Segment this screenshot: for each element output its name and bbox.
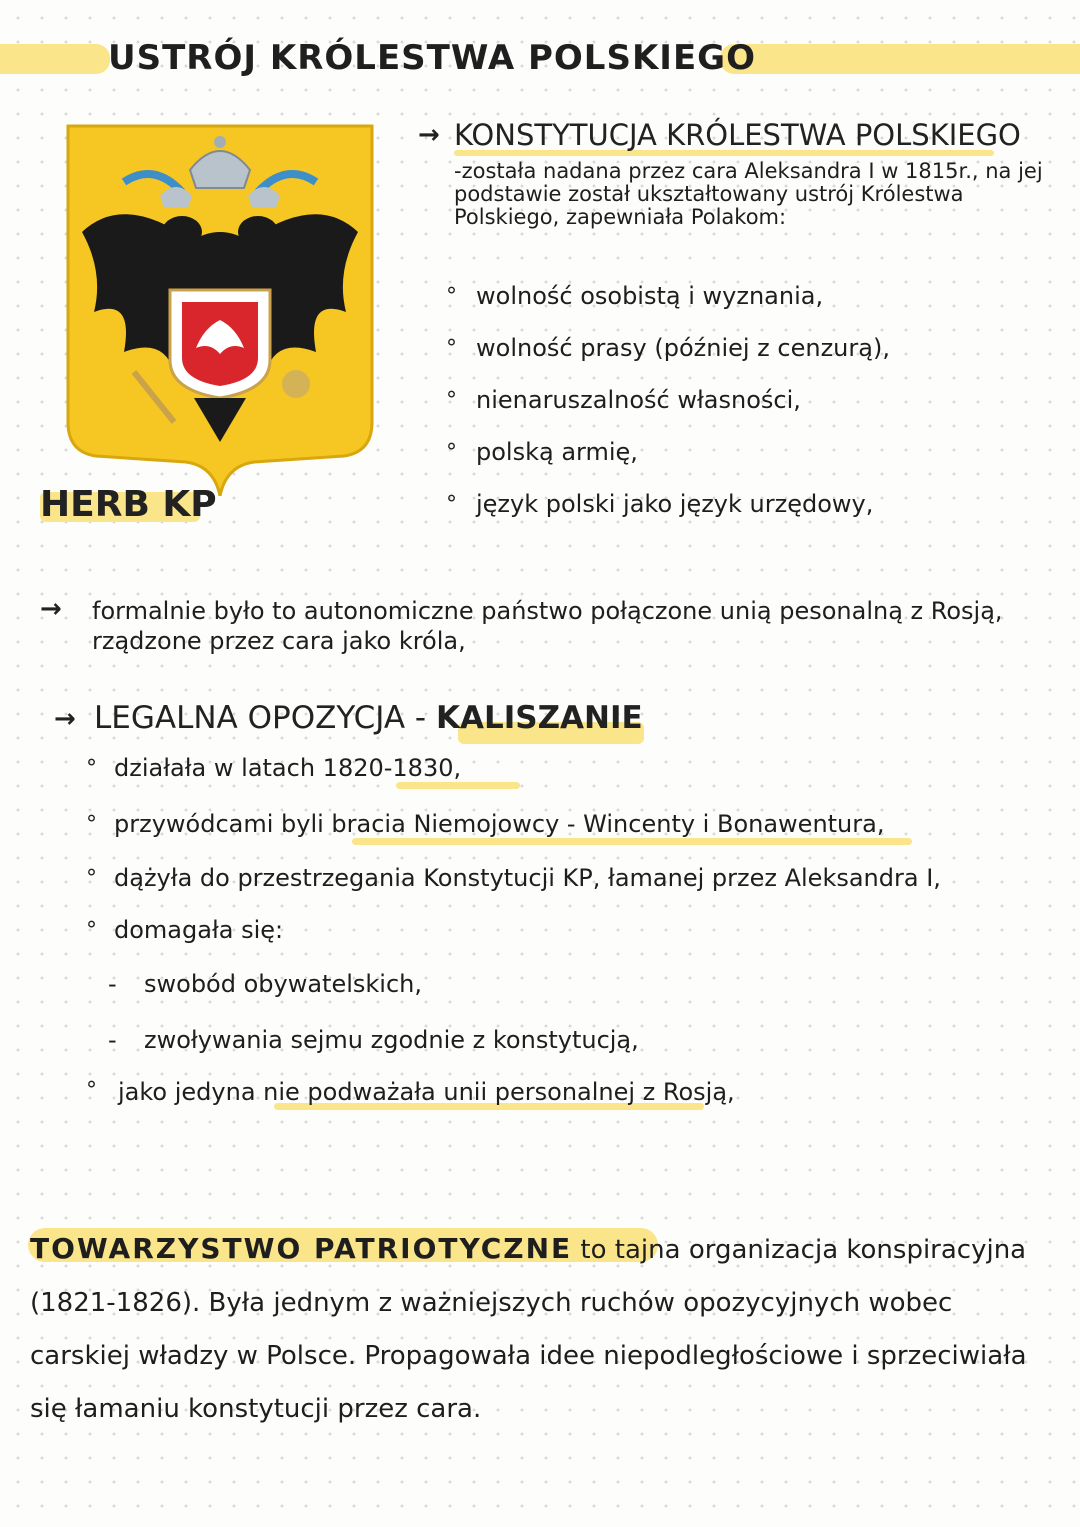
underline-highlight [352,838,912,845]
towarzystwo-text: to tajna organizacja konspiracyjna (1821-1826). Była jednym z ważniejszych ruchów opozycyjnych wobec carskiej władzy w Polsce. Propagowała idee niepodległościowe i sprzeciwiała się łamaniu konstytucji przez cara. [30,1235,1027,1424]
bullet-icon: ° [86,866,97,891]
arrow-icon: → [54,704,76,734]
legalna-heading-prefix: LEGALNA OPOZYCJA - [94,700,427,736]
coat-of-arms-icon [64,122,376,496]
sub-list-item: zwoływania sejmu zgodnie z konstytucją, [144,1026,639,1054]
legalna-heading [94,700,643,736]
list-item: wolność prasy (później z cenzurą), [476,334,890,362]
bullet-icon: ° [86,756,97,781]
list-item: przywódcami byli bracia Niemojowcy - Wincenty i Bonawentura, [114,810,885,838]
bullet-icon: ° [446,388,457,413]
bullet-icon: ° [86,1078,97,1103]
crest-label: HERB KP [40,484,217,525]
towarzystwo-paragraph [30,1222,1060,1436]
title-highlight-right [720,44,1080,74]
list-item: język polski jako język urzędowy, [476,490,874,518]
konstytucja-text: -została nadana przez cara Aleksandra I w 1815r., na jej podstawie został ukształtowany ustrój Królestwa Polskiego, zapewniała Polakom: [454,159,1043,229]
list-item: nienaruszalność własności, [476,386,801,414]
arrow-icon: → [418,120,440,150]
konstytucja-heading: KONSTYTUCJA KRÓLESTWA POLSKIEGO [454,118,1021,152]
bullet-icon: ° [446,336,457,361]
title-highlight-left [0,44,110,74]
list-item: działała w latach 1820-1830, [114,754,462,782]
bullet-icon: ° [86,918,97,943]
dash-icon: - [108,970,117,998]
bullet-icon: ° [446,284,457,309]
underline-highlight [396,782,520,789]
bullet-icon: ° [86,812,97,837]
legalna-heading-strong: KALISZANIE [435,700,643,736]
dash-icon: - [108,1026,117,1054]
list-item: jako jedyna nie podważała unii personalnej z Rosją, [118,1078,735,1106]
bullet-icon: ° [446,492,457,517]
list-item: wolność osobistą i wyznania, [476,282,824,310]
towarzystwo-name: TOWARZYSTWO PATRIOTYCZNE [30,1232,573,1265]
list-item: dążyła do przestrzegania Konstytucji KP, łamanej przez Aleksandra I, [114,864,941,892]
list-item: domagała się: [114,916,284,944]
formal-note: formalnie było to autonomiczne państwo połączone unią pesonalną z Rosją, rządzone przez cara jako króla, [92,597,1003,655]
list-item: polską armię, [476,438,638,466]
bullet-icon: ° [446,440,457,465]
page-title: USTRÓJ KRÓLESTWA POLSKIEGO [108,38,756,78]
arrow-icon: → [40,594,62,624]
sub-list-item: swobód obywatelskich, [144,970,423,998]
